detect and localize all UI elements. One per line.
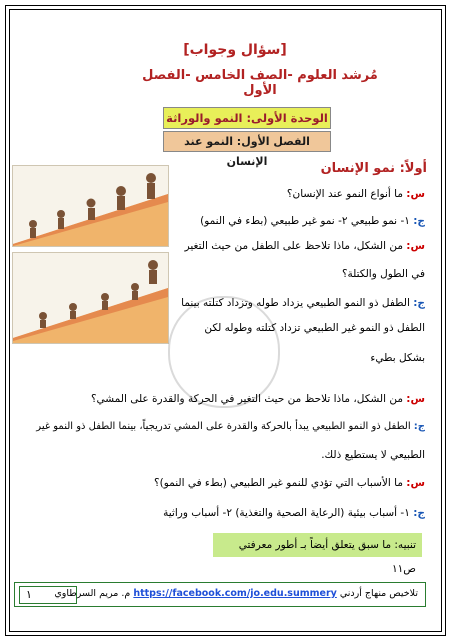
answer-2 — [181, 297, 425, 309]
answer-text: الطفل ذو النمو الطبيعي يبدأ بالحركة والقدرة على المشي تدريجياً، بينما الطفل ذو النمو غير — [36, 421, 411, 432]
answer-marker: ج: — [413, 297, 425, 309]
answer-marker: ج: — [413, 215, 425, 227]
question-marker: س: — [406, 393, 425, 405]
answer-2-line-2: الطفل ذو النمو غير الطبيعي تزداد كتلته وطوله لكن — [204, 322, 425, 334]
unit-label-bar: الوحدة الأولى: النمو والوراثة — [163, 107, 331, 129]
question-marker: س: — [406, 477, 425, 489]
question-2 — [185, 240, 425, 252]
seal-watermark — [168, 296, 280, 408]
question-4 — [154, 477, 425, 489]
growth-stairs-illustration-normal — [12, 165, 169, 247]
question-1 — [287, 188, 425, 200]
footer-credit: تلاخيص منهاج أردني — [339, 588, 418, 599]
page-number: ١ — [26, 588, 32, 601]
chapter-label-bar: الفصل الأول: النمو عند الإنسان — [163, 131, 331, 152]
question-text: ما أنواع النمو عند الإنسان؟ — [286, 188, 403, 200]
question-text: ما الأسباب التي تؤدي للنمو غير الطبيعي (بطء في النمو)؟ — [154, 477, 403, 489]
growth-stairs-illustration-abnormal — [12, 252, 169, 344]
answer-text: الطفل ذو النمو الطبيعي يزداد طوله وتزداد كتلته بينما — [181, 297, 410, 309]
page-number-box — [19, 586, 77, 604]
answer-2-line-3: بشكل بطيء — [370, 352, 425, 364]
footer-author: م. مريم السرطاوي — [54, 588, 131, 599]
answer-3-line-2: الطبيعي لا يستطيع ذلك. — [321, 449, 425, 461]
growth-stairs-drawing — [13, 166, 168, 246]
facebook-link[interactable]: https://facebook.com/jo.edu.summery — [133, 588, 337, 599]
answer-text: ١- نمو طبيعي ٢- نمو غير طبيعي (بطء في النمو) — [200, 215, 410, 227]
question-text: من الشكل، ماذا تلاحظ على الطفل من حيث التغير — [184, 240, 403, 252]
question-marker: س: — [406, 240, 425, 252]
answer-4 — [163, 507, 425, 519]
page-title: [سؤال وجواب] — [183, 42, 287, 58]
answer-3 — [36, 421, 425, 432]
question-marker: س: — [406, 188, 425, 200]
page-subtitle: مُرشد العلوم -الصف الخامس -الفصل الأول — [142, 68, 378, 98]
section-heading: أولاً: نمو الإنسان — [320, 161, 427, 176]
question-text: من الشكل، ماذا تلاحظ من حيث التغير في الحركة والقدرة على المشي؟ — [90, 393, 403, 405]
question-2-line-2: في الطول والكتلة؟ — [341, 268, 425, 280]
footer-credit-line — [54, 588, 418, 599]
note-bar: تنبيه: ما سبق يتعلق أيضاً بـ أطور معرفتي ص١١ — [213, 533, 422, 557]
answer-text: ١- أسباب بيئية (الرعاية الصحية والتغذية) ٢- أسباب وراثية — [163, 507, 410, 519]
answer-1 — [200, 215, 425, 227]
answer-marker: ج: — [413, 507, 425, 519]
growth-stairs-drawing-2 — [13, 253, 168, 343]
question-3 — [91, 393, 425, 405]
answer-marker: ج: — [413, 421, 425, 432]
